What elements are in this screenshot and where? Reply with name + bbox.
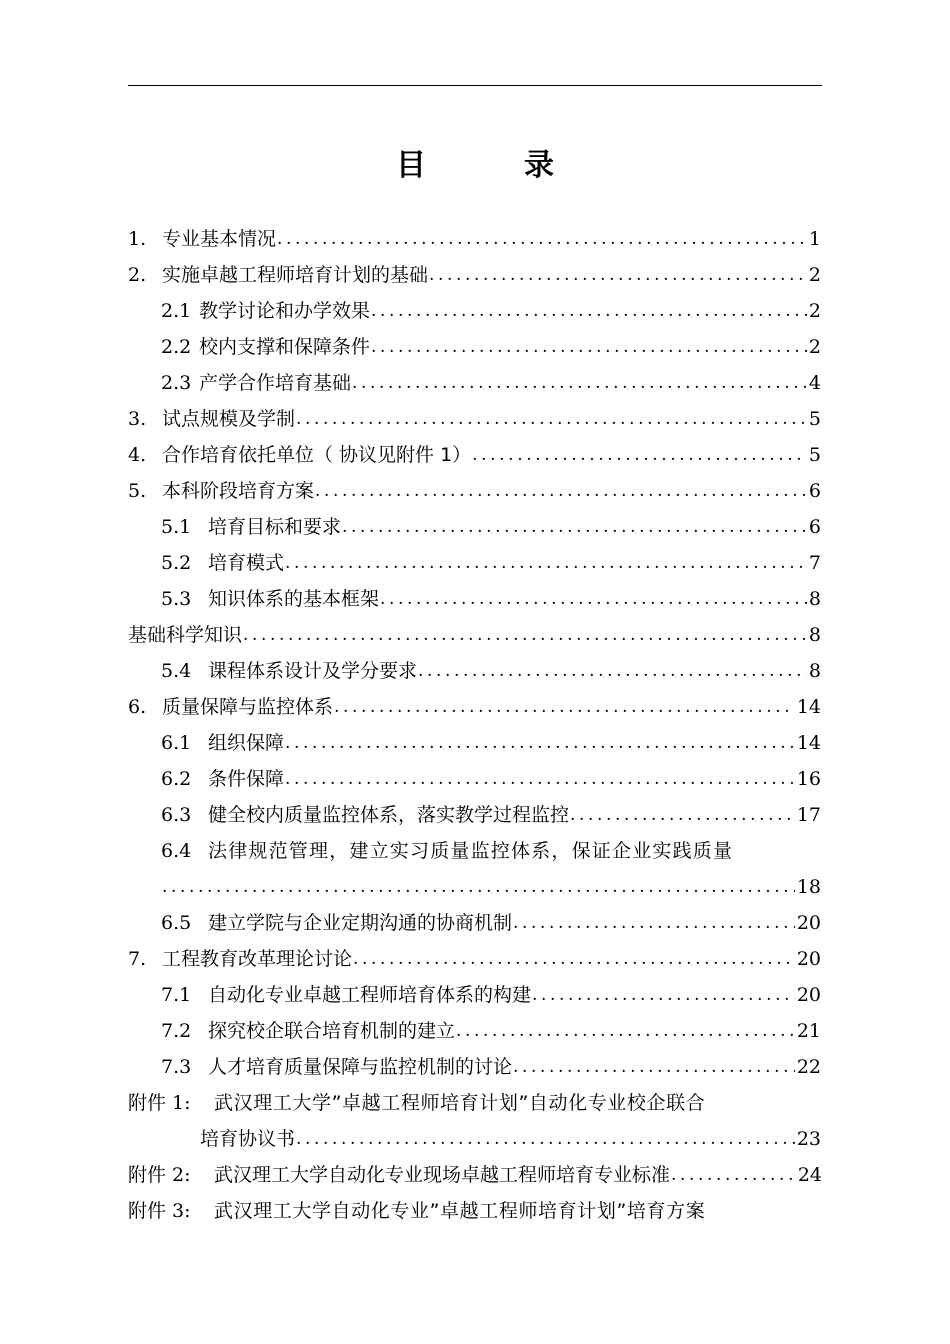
toc-entry-number: 2.2 [161, 336, 192, 358]
toc-leader-dots [512, 905, 795, 941]
toc-entry[interactable] [161, 905, 821, 941]
toc-entry-number: 6.5 [161, 912, 192, 934]
toc-row [0, 437, 950, 473]
toc-entry-title: 培育目标和要求 [208, 516, 342, 538]
toc-row [0, 797, 950, 833]
toc-entry-page: 1 [808, 228, 821, 250]
toc-entry-page: 6 [808, 516, 821, 538]
toc-entry-page: 6 [808, 480, 821, 502]
toc-leader-dots [670, 1157, 796, 1193]
toc-entry[interactable] [128, 1157, 822, 1193]
toc-entry-number: 7.3 [161, 1056, 192, 1078]
toc-entry-title: 探究校企联合培育机制的建立 [208, 1020, 456, 1042]
toc-entry[interactable] [128, 257, 821, 293]
toc-leader-dots [455, 1013, 795, 1049]
toc-entry-title: 基础科学知识 [128, 624, 243, 646]
toc-entry[interactable] [161, 545, 821, 581]
toc-row [0, 725, 950, 761]
toc-entry-page: 20 [796, 948, 821, 970]
toc-entry-number: 4. [128, 444, 147, 466]
toc-entry-number: 附件 1: [128, 1092, 191, 1114]
toc-leader-dots [417, 653, 807, 689]
toc-row [0, 581, 950, 617]
toc-entry-page: 2 [808, 264, 821, 286]
toc-leader-dots [379, 581, 807, 617]
toc-entry-page: 8 [808, 588, 821, 610]
toc-entry[interactable] [128, 941, 821, 977]
toc-leader-dots [352, 941, 795, 977]
toc-leader-dots [242, 617, 807, 653]
toc-leader-dots [428, 257, 807, 293]
toc-row [0, 365, 950, 401]
toc-entry[interactable] [161, 509, 821, 545]
toc-leader-dots [284, 725, 795, 761]
toc-leader-dots [276, 221, 807, 257]
toc-entry-number: 6.2 [161, 768, 192, 790]
toc-row [0, 1193, 950, 1229]
toc-row [0, 905, 950, 941]
toc-leader-dots [295, 401, 807, 437]
toc-row [0, 977, 950, 1013]
toc-row [0, 833, 950, 869]
toc-leader-dots [471, 437, 807, 473]
toc-entry-page: 2 [808, 300, 821, 322]
toc-entry-page: 14 [796, 696, 821, 718]
toc-leader-dots [351, 365, 807, 401]
toc-entry[interactable] [161, 1013, 821, 1049]
header-rule [128, 85, 822, 86]
toc-entry-page: 21 [796, 1020, 821, 1042]
toc-entry-number: 5.4 [161, 660, 192, 682]
toc-entry-title: 工程教育改革理论讨论 [162, 948, 353, 970]
toc-entry-page: 14 [796, 732, 821, 754]
toc-entry[interactable] [128, 689, 821, 725]
toc-row [0, 329, 950, 365]
toc-entry-title: 健全校内质量监控体系，落实教学过程监控 [208, 804, 570, 826]
toc-entry-title: 武汉理工大学”卓越工程师培育计划”自动化专业校企联合 [214, 1092, 706, 1114]
toc-entry-title: 自动化专业卓越工程师培育体系的构建 [208, 984, 532, 1006]
toc-entry-number: 3. [128, 408, 147, 430]
toc-entry-page: 23 [796, 1128, 821, 1150]
toc-leader-dots [295, 1121, 795, 1157]
toc-leader-dots [314, 473, 807, 509]
toc-row [0, 941, 950, 977]
toc-entry-page: 22 [796, 1056, 821, 1078]
toc-entry-number: 1. [128, 228, 147, 250]
toc-entry-number: 2. [128, 264, 147, 286]
toc-entry-title: 武汉理工大学自动化专业”卓越工程师培育计划”培育方案 [214, 1200, 706, 1222]
toc-row [0, 473, 950, 509]
toc-entry-number: 2.3 [161, 372, 192, 394]
toc-entry-title: 法律规范管理，建立实习质量监控体系，保证企业实践质量 [208, 840, 734, 862]
toc-entry[interactable] [128, 401, 821, 437]
toc-entry[interactable] [161, 365, 821, 401]
toc-entry[interactable] [128, 1085, 822, 1121]
toc-entry-number: 5.1 [161, 516, 192, 538]
toc-entry-number: 6.3 [161, 804, 192, 826]
toc-entry-page: 17 [796, 804, 821, 826]
toc-entry-page: 20 [796, 984, 821, 1006]
toc-row [0, 509, 950, 545]
toc-leader-dots [370, 293, 807, 329]
toc-entry-title: 教学讨论和办学效果 [199, 300, 371, 322]
toc-entry-page: 4 [808, 372, 821, 394]
toc-entry-number: 6. [128, 696, 147, 718]
toc-entry-page: 7 [808, 552, 821, 574]
toc-entry-title: 人才培育质量保障与监控机制的讨论 [208, 1056, 513, 1078]
toc-row [0, 257, 950, 293]
toc-entry[interactable] [161, 653, 821, 689]
toc-entry[interactable] [200, 1121, 821, 1157]
toc-entry-page: 24 [797, 1164, 822, 1186]
toc-entry[interactable] [128, 221, 821, 257]
toc-row [0, 293, 950, 329]
toc-entry[interactable] [128, 1193, 822, 1229]
toc-entry-title: 专业基本情况 [162, 228, 277, 250]
toc-row [0, 221, 950, 257]
toc-row [0, 545, 950, 581]
toc-entry-page: 5 [808, 444, 821, 466]
toc-entry-title: 条件保障 [208, 768, 285, 790]
toc-entry-number: 附件 3: [128, 1200, 191, 1222]
toc-row [0, 1013, 950, 1049]
toc-entry-title: 产学合作培育基础 [199, 372, 352, 394]
table-of-contents [0, 221, 950, 1229]
toc-entry-title: 培育协议书 [200, 1128, 296, 1150]
page-title: 目 录 [396, 148, 588, 183]
toc-entry-title: 知识体系的基本框架 [208, 588, 380, 610]
toc-entry-title: 武汉理工大学自动化专业现场卓越工程师培育专业标准 [214, 1164, 671, 1186]
toc-row [0, 869, 950, 905]
toc-entry-page: 2 [808, 336, 821, 358]
toc-leader-dots [512, 1049, 795, 1085]
toc-entry-number: 2.1 [161, 300, 192, 322]
toc-entry-number: 5. [128, 480, 147, 502]
toc-entry-number: 6.1 [161, 732, 192, 754]
toc-entry-page: 16 [796, 768, 821, 790]
toc-entry-number: 7. [128, 948, 147, 970]
toc-entry-title: 本科阶段培育方案 [162, 480, 315, 502]
toc-row [0, 1157, 950, 1193]
toc-leader-dots [161, 869, 795, 905]
toc-leader-dots [531, 977, 795, 1013]
toc-entry-title: 试点规模及学制 [162, 408, 296, 430]
toc-entry-title: 组织保障 [208, 732, 285, 754]
toc-leader-dots [284, 761, 795, 797]
toc-entry[interactable] [161, 977, 821, 1013]
toc-entry-number: 5.2 [161, 552, 192, 574]
toc-entry[interactable] [128, 437, 821, 473]
toc-row [0, 1049, 950, 1085]
toc-row [0, 689, 950, 725]
toc-entry[interactable] [161, 1049, 821, 1085]
toc-leader-dots [333, 689, 795, 725]
toc-entry[interactable] [128, 617, 821, 653]
toc-entry-title: 校内支撑和保障条件 [199, 336, 371, 358]
toc-entry[interactable] [161, 797, 821, 833]
toc-entry[interactable] [161, 869, 821, 905]
toc-entry-number: 7.2 [161, 1020, 192, 1042]
toc-entry-title: 合作培育依托单位（ 协议见附件 1） [162, 444, 472, 466]
toc-entry[interactable] [161, 725, 821, 761]
toc-entry-number: 附件 2: [128, 1164, 191, 1186]
toc-leader-dots [284, 545, 807, 581]
toc-entry-title: 建立学院与企业定期沟通的协商机制 [208, 912, 513, 934]
toc-entry-number: 5.3 [161, 588, 192, 610]
toc-row [0, 1085, 950, 1121]
toc-row [0, 653, 950, 689]
toc-entry[interactable] [161, 581, 821, 617]
toc-entry-title: 质量保障与监控体系 [162, 696, 334, 718]
toc-entry[interactable] [161, 833, 823, 869]
toc-entry-page: 8 [808, 624, 821, 646]
toc-entry[interactable] [128, 473, 821, 509]
toc-entry-page: 5 [808, 408, 821, 430]
toc-entry[interactable] [161, 329, 821, 365]
toc-row [0, 617, 950, 653]
toc-leader-dots [569, 797, 795, 833]
toc-leader-dots [341, 509, 807, 545]
toc-row [0, 401, 950, 437]
toc-entry-page: 8 [808, 660, 821, 682]
toc-entry[interactable] [161, 293, 821, 329]
toc-entry-number: 6.4 [161, 840, 192, 862]
toc-row [0, 761, 950, 797]
toc-entry-title: 培育模式 [208, 552, 285, 574]
toc-entry[interactable] [161, 761, 821, 797]
toc-row [0, 1121, 950, 1157]
toc-leader-dots [370, 329, 807, 365]
toc-entry-page: 20 [796, 912, 821, 934]
toc-entry-page: 18 [796, 876, 821, 898]
toc-entry-title: 课程体系设计及学分要求 [208, 660, 418, 682]
toc-entry-number: 7.1 [161, 984, 192, 1006]
toc-entry-title: 实施卓越工程师培育计划的基础 [162, 264, 429, 286]
